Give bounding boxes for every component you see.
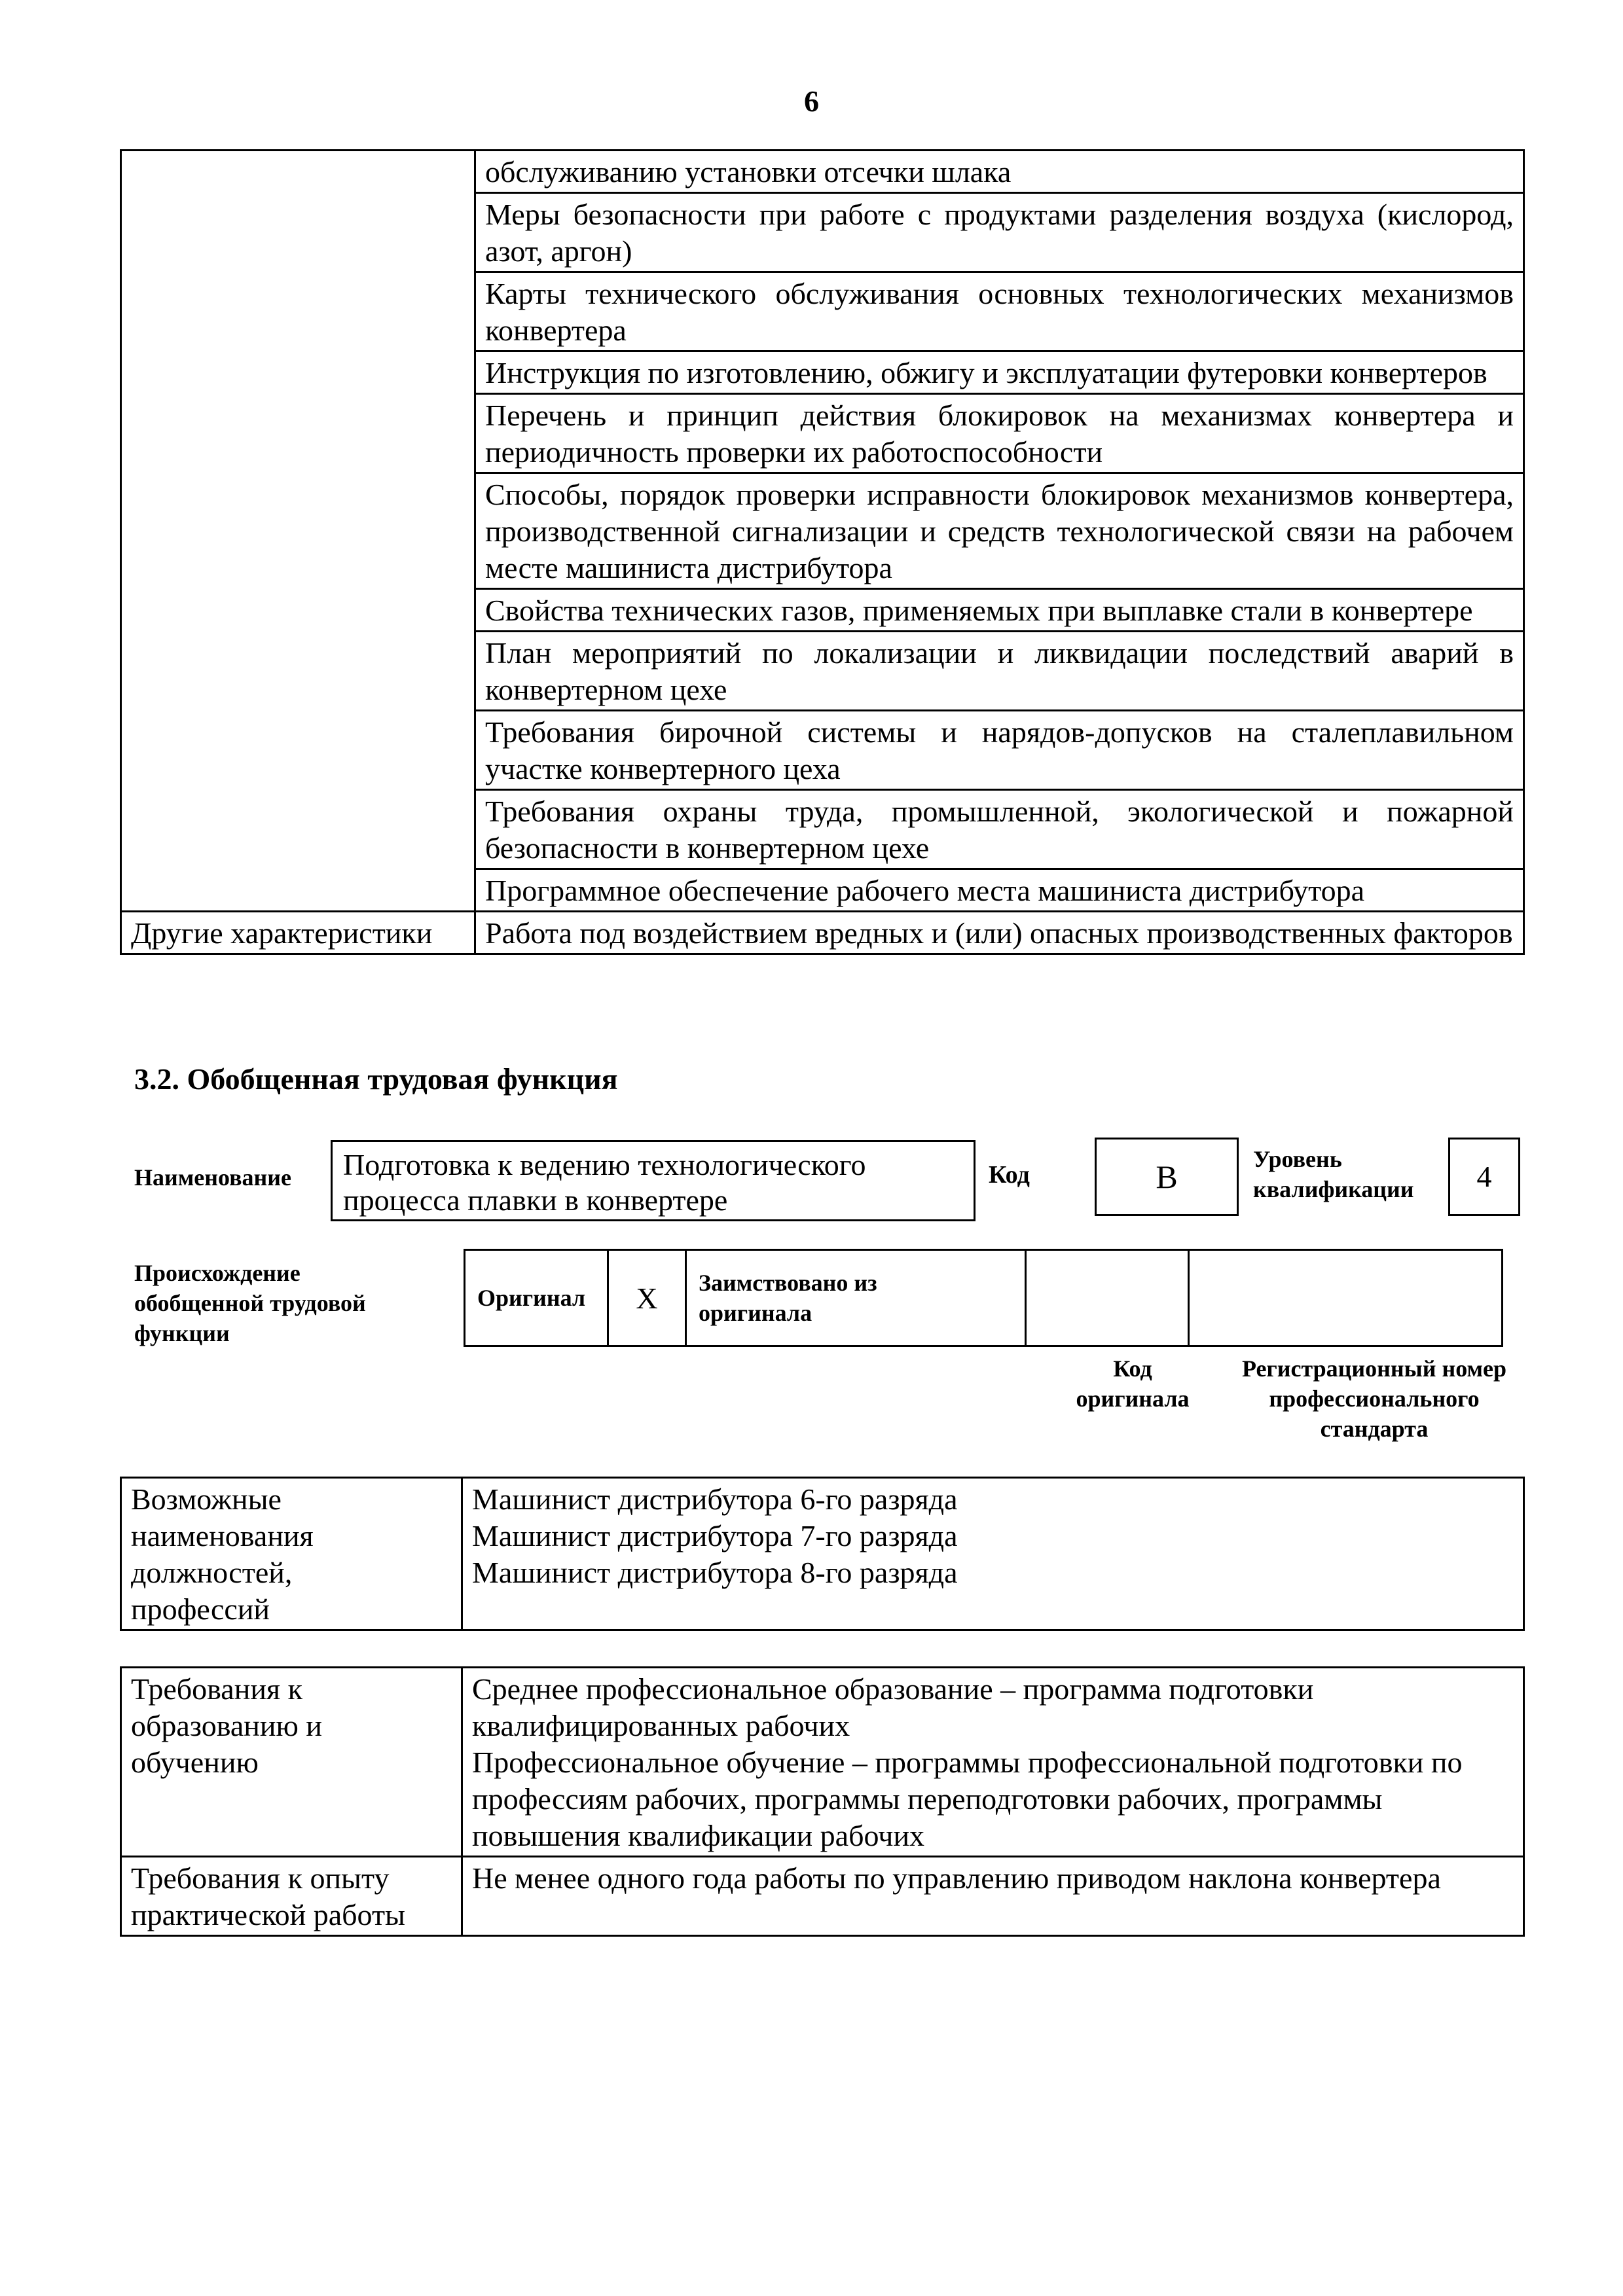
name-label: Наименование (134, 1164, 291, 1191)
level-label (1253, 1144, 1414, 1204)
name-value: Подготовка к ведению технологического процесса плавки в конвертере (343, 1148, 866, 1217)
knowledge-row: Способы, порядок проверки исправности блокировок механизмов конвертера, производственной сигнализации и средств технологической связи на рабочем месте машиниста дистрибутора (475, 473, 1524, 589)
section-title: 3.2. Обобщенная трудовая функция (134, 1062, 618, 1096)
caption-line: оригинала (1076, 1386, 1190, 1412)
level-label-line: квалификации (1253, 1176, 1414, 1202)
other-characteristics-label: Другие характеристики (121, 912, 475, 954)
education-value (462, 1668, 1524, 1857)
experience-label-line: практической работы (131, 1898, 405, 1931)
origin-label-line: обобщенной трудовой (134, 1290, 366, 1316)
education-label-line: образованию и (131, 1709, 322, 1742)
positions-label (121, 1478, 462, 1630)
name-value-box (331, 1140, 976, 1221)
code-original-caption (1048, 1354, 1218, 1414)
origin-table (464, 1249, 1503, 1347)
positions-label-line: должностей, (131, 1556, 293, 1589)
caption-line: Код (1113, 1355, 1152, 1382)
positions-label-line: наименования (131, 1519, 314, 1552)
page-number: 6 (804, 84, 819, 118)
knowledge-row: Свойства технических газов, применяемых при выплавке стали в конвертере (475, 589, 1524, 632)
knowledge-row: Требования бирочной системы и нарядов-допусков на сталеплавильном участке конвертерного цеха (475, 711, 1524, 790)
knowledge-row: обслуживанию установки отсечки шлака (475, 151, 1524, 193)
caption-line: Регистрационный номер (1241, 1355, 1507, 1382)
level-label-line: Уровень (1253, 1146, 1342, 1172)
positions-label-line: Возможные (131, 1482, 282, 1516)
origin-label-line: функции (134, 1320, 230, 1346)
experience-label (121, 1857, 462, 1936)
other-characteristics-value: Работа под воздействием вредных и (или) опасных производственных факторов (475, 912, 1524, 954)
knowledge-row: Меры безопасности при работе с продуктами разделения воздуха (кислород, азот, аргон) (475, 193, 1524, 272)
knowledge-row: Карты технического обслуживания основных технологических механизмов конвертера (475, 272, 1524, 351)
knowledge-row: Инструкция по изготовлению, обжигу и эксплуатации футеровки конвертеров (475, 351, 1524, 394)
positions-list (462, 1478, 1524, 1630)
requirements-table (120, 1666, 1525, 1937)
position-item: Машинист дистрибутора 8-го разряда (472, 1556, 958, 1589)
original-label: Оригинал (465, 1250, 608, 1346)
original-code-cell (1026, 1250, 1189, 1346)
registration-number-caption (1220, 1354, 1528, 1444)
knowledge-row: Программное обеспечение рабочего места машиниста дистрибутора (475, 869, 1524, 912)
experience-value: Не менее одного года работы по управлению приводом наклона конвертера (462, 1857, 1524, 1936)
knowledge-row: Перечень и принцип действия блокировок на механизмах конвертера и периодичность проверки их работоспособности (475, 394, 1524, 473)
education-label-line: обучению (131, 1746, 259, 1779)
knowledge-row: План мероприятий по локализации и ликвидации последствий аварий в конвертерном цехе (475, 632, 1524, 711)
borrowed-label-line: оригинала (699, 1300, 812, 1326)
origin-label (134, 1258, 366, 1348)
registration-number-cell (1189, 1250, 1503, 1346)
origin-label-line: Происхождение (134, 1260, 301, 1286)
borrowed-label (686, 1250, 1026, 1346)
education-value-line: Профессиональное обучение – программы профессиональной подготовки по профессиям рабочих, программы переподготовки рабочих, программы повышения квалификации рабочих (472, 1746, 1463, 1852)
borrowed-label-line: Заимствовано из (699, 1270, 877, 1296)
education-label-line: Требования к (131, 1672, 302, 1706)
caption-line: стандарта (1320, 1416, 1429, 1442)
code-value: B (1095, 1138, 1239, 1216)
education-label (121, 1668, 462, 1857)
position-item: Машинист дистрибутора 7-го разряда (472, 1519, 958, 1552)
positions-label-line: профессий (131, 1592, 270, 1626)
education-value-line: Среднее профессиональное образование – программа подготовки квалифицированных рабочих (472, 1672, 1314, 1742)
position-item: Машинист дистрибутора 6-го разряда (472, 1482, 958, 1516)
caption-line: профессионального (1269, 1386, 1480, 1412)
knowledge-row: Требования охраны труда, промышленной, экологической и пожарной безопасности в конвертерном цехе (475, 790, 1524, 869)
positions-table (120, 1477, 1525, 1631)
level-value: 4 (1448, 1138, 1520, 1216)
knowledge-label-cell (121, 151, 475, 912)
original-mark: X (608, 1250, 686, 1346)
code-label: Код (989, 1161, 1030, 1189)
knowledge-table (120, 149, 1525, 955)
experience-label-line: Требования к опыту (131, 1861, 390, 1895)
